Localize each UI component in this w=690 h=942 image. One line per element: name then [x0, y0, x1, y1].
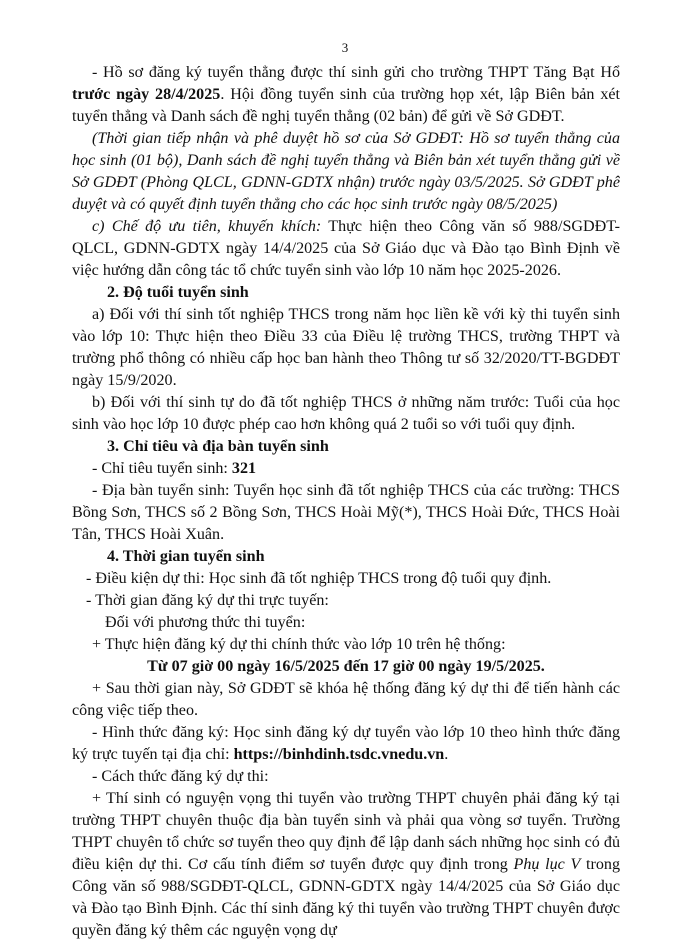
paragraph-area: - Địa bàn tuyển sinh: Tuyển học sinh đã tốt nghiệp THCS của các trường: THCS Bồng Sơn, THCS số 2 Bồng Sơn, THCS Hoài Mỹ(*), THCS Hoài Đức, THCS Hoài Tân, THCS Hoài Xuân.: [72, 482, 620, 543]
quota-value: 321: [231, 460, 257, 477]
paragraph-after-time: + Sau thời gian này, Sở GDĐT sẽ khóa hệ thống đăng ký dự thi để tiến hành các công việc tiếp theo.: [72, 680, 620, 719]
paragraph-priority: [72, 216, 620, 282]
text: Thực hiện theo Công văn số 988/SGDĐT-QLCL, GDNN-GDTX ngày 14/4/2025 của Sở Giáo dục và Đào tạo Bình Định về việc hướng dẫn công tác tổ chức tuyển sinh vào lớp 10 năm học 2025-2026.: [72, 218, 620, 279]
registration-url: https://binhdinh.tsdc.vnedu.vn: [233, 746, 445, 763]
paragraph-registration-form: [72, 722, 620, 766]
paragraph-submission: [72, 62, 620, 128]
appendix-reference: Phụ lục V: [513, 856, 581, 873]
text: - Hồ sơ đăng ký tuyển thẳng được thí sinh gửi cho trường THPT Tăng Bạt Hổ: [92, 64, 620, 81]
document-body: [72, 62, 620, 942]
paragraph-how-to: - Cách thức đăng ký dự thi:: [92, 768, 269, 785]
text: .: [444, 746, 449, 763]
paragraph-conditions: - Điều kiện dự thi: Học sinh đã tốt nghiệp THCS trong độ tuổi quy định.: [86, 570, 552, 587]
deadline-text: trước ngày 28/4/2025: [72, 86, 221, 103]
paragraph-official-registration: + Thực hiện đăng ký dự thi chính thức vào lớp 10 trên hệ thống:: [92, 636, 506, 653]
paragraph-method: Đối với phương thức thi tuyển:: [105, 614, 306, 631]
heading-quota: 3. Chỉ tiêu và địa bàn tuyển sinh: [107, 438, 329, 455]
paragraph-age-b: b) Đối với thí sinh tự do đã tốt nghiệp THCS ở những năm trước: Tuổi của học sinh vào học lớp 10 được phép cao hơn không quá 2 tuổi so với tuổi quy định.: [72, 394, 620, 433]
priority-lead: c) Chế độ ưu tiên, khuyến khích:: [92, 218, 322, 235]
text: - Hình thức đăng ký: Học sinh đăng ký dự tuyển vào lớp 10 theo hình thức đăng ký trực tuyến tại địa chỉ:: [72, 724, 620, 763]
heading-time: 4. Thời gian tuyển sinh: [107, 548, 265, 565]
registration-time-range: Từ 07 giờ 00 ngày 16/5/2025 đến 17 giờ 00 ngày 19/5/2025.: [147, 658, 545, 675]
page-number: 3: [341, 40, 349, 55]
paragraph-quota: [72, 458, 620, 480]
text: . Hội đồng tuyển sinh của trường họp xét, lập Biên bản xét tuyển thẳng và Danh sách đề nghị tuyển thẳng (02 bản) để gửi về Sở GDĐT.: [72, 86, 620, 125]
quota-label: - Chỉ tiêu tuyển sinh:: [92, 460, 232, 477]
heading-age: 2. Độ tuổi tuyển sinh: [107, 284, 249, 301]
paragraph-age-a: a) Đối với thí sinh tốt nghiệp THCS trong năm học liền kề với kỳ thi tuyển sinh vào lớp 10: Thực hiện theo Điều 33 của Điều lệ trường THCS, trường THPT và trường phổ thông có nhiều cấp học ban hành theo Thông tư số 32/2020/TT-BGDĐT ngày 15/9/2020.: [72, 306, 620, 389]
paragraph-specialized-school: [72, 788, 620, 942]
paragraph-registration-time: - Thời gian đăng ký dự thi trực tuyến:: [86, 592, 329, 609]
paragraph-approval-note: (Thời gian tiếp nhận và phê duyệt hồ sơ của Sở GDĐT: Hồ sơ tuyển thẳng của học sinh (01 bộ), Danh sách đề nghị tuyển thẳng và Biên bản xét tuyển thẳng gửi về Sở GDĐT (Phòng QLCL, GDNN-GDTX nhận) trước ngày 03/5/2025. Sở GDĐT phê duyệt và có quyết định tuyển thẳng cho các học sinh trước ngày 08/5/2025): [72, 130, 620, 213]
text: + Thí sinh có nguyện vọng thi tuyển vào trường THPT chuyên phải đăng ký tại trường THPT chuyên thuộc địa bàn tuyển sinh và phải qua vòng sơ tuyển. Trường THPT chuyên tổ chức sơ tuyển theo quy định để lập danh sách những học sinh có đủ điều kiện dự thi. Cơ cấu tính điểm sơ tuyển được quy định trong: [72, 790, 620, 873]
text: trong Công văn số 988/SGDĐT-QLCL, GDNN-GDTX ngày 14/4/2025 của Sở Giáo dục và Đào tạo Bình Định. Các thí sinh đăng ký thi tuyển vào trường THPT chuyên được quyền đăng ký thêm các nguyện vọng dự: [72, 856, 621, 939]
